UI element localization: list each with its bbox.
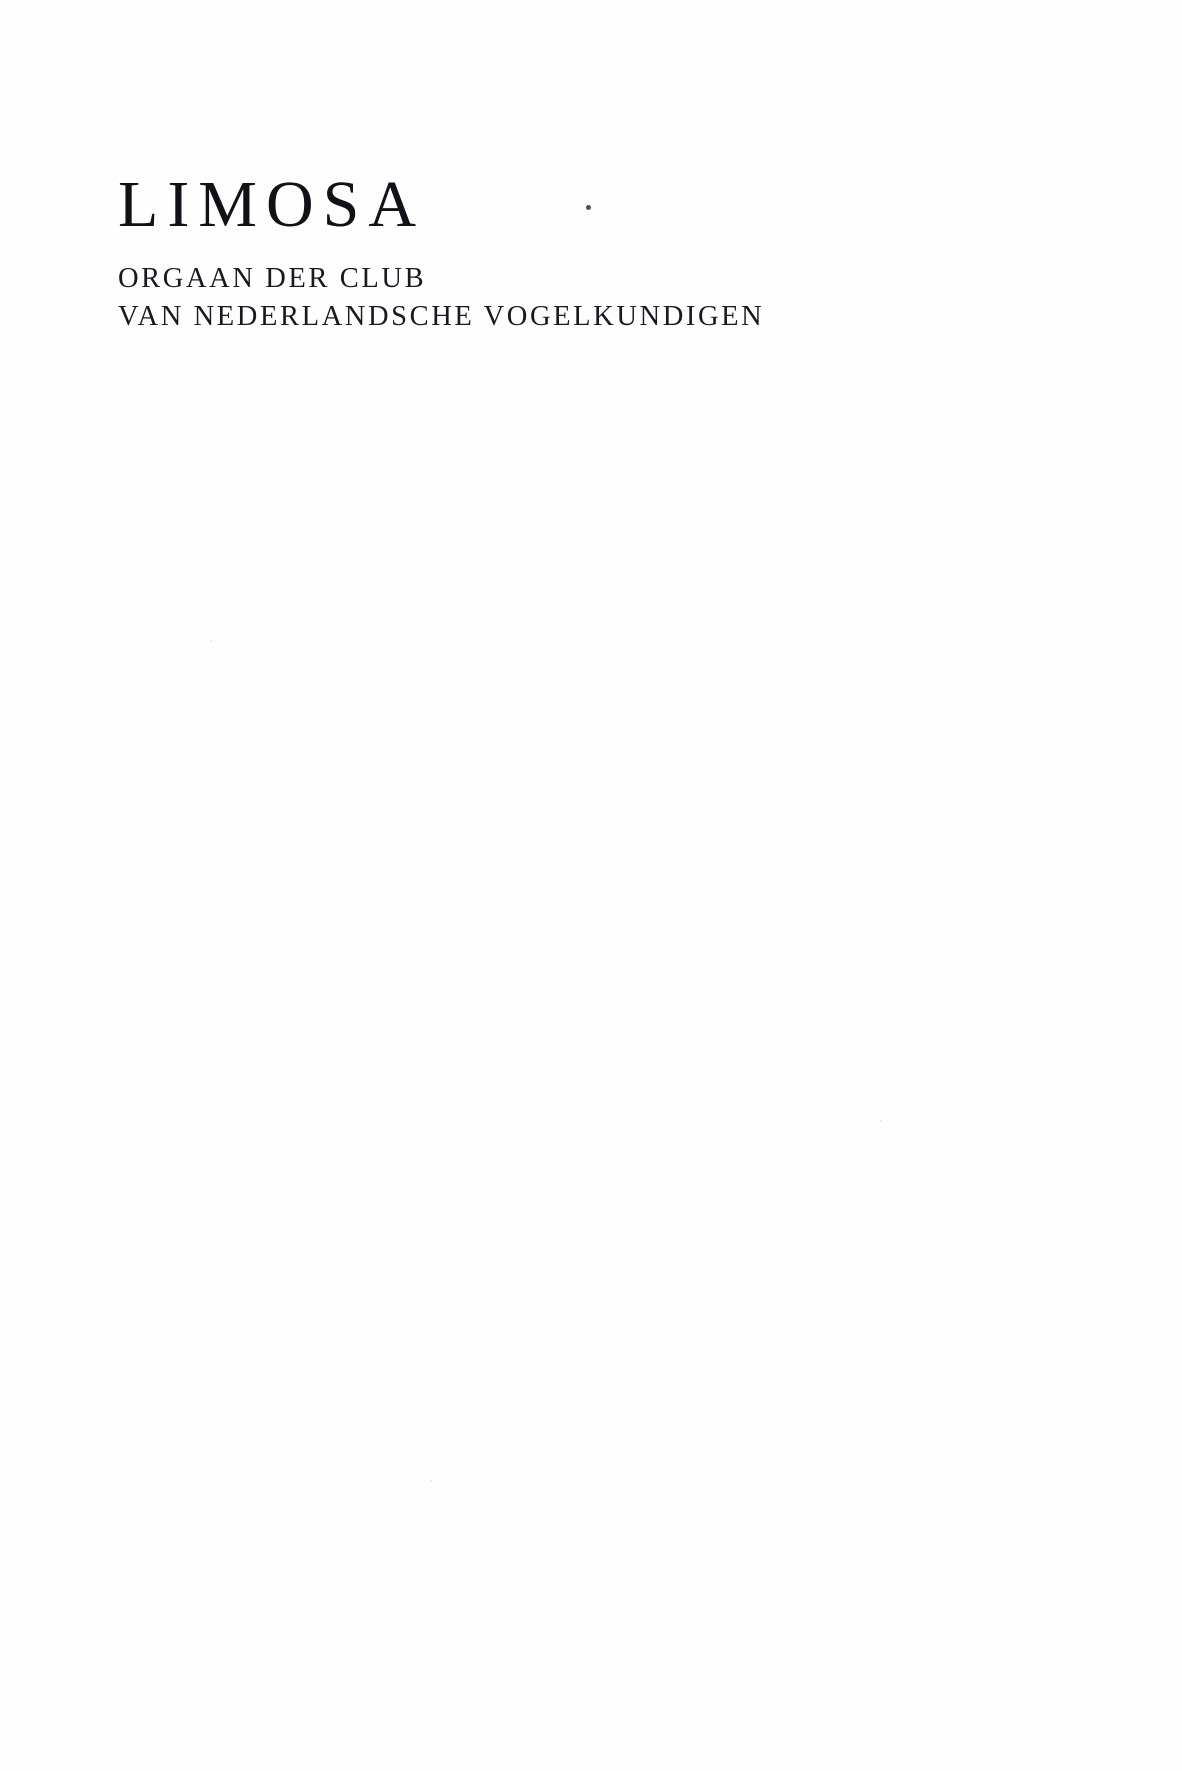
subtitle-line-1: ORGAAN DER CLUB <box>118 263 427 294</box>
masthead <box>118 168 1018 335</box>
page-title: LIMOSA <box>118 168 426 241</box>
subtitle-line-2: VAN NEDERLANDSCHE VOGELKUNDIGEN <box>118 300 765 332</box>
subtitle-block <box>118 260 1018 335</box>
paper-speckle <box>430 1480 432 1482</box>
ink-speck-icon <box>586 205 591 210</box>
paper-speckle <box>880 1120 882 1122</box>
paper-speckle <box>210 640 212 642</box>
